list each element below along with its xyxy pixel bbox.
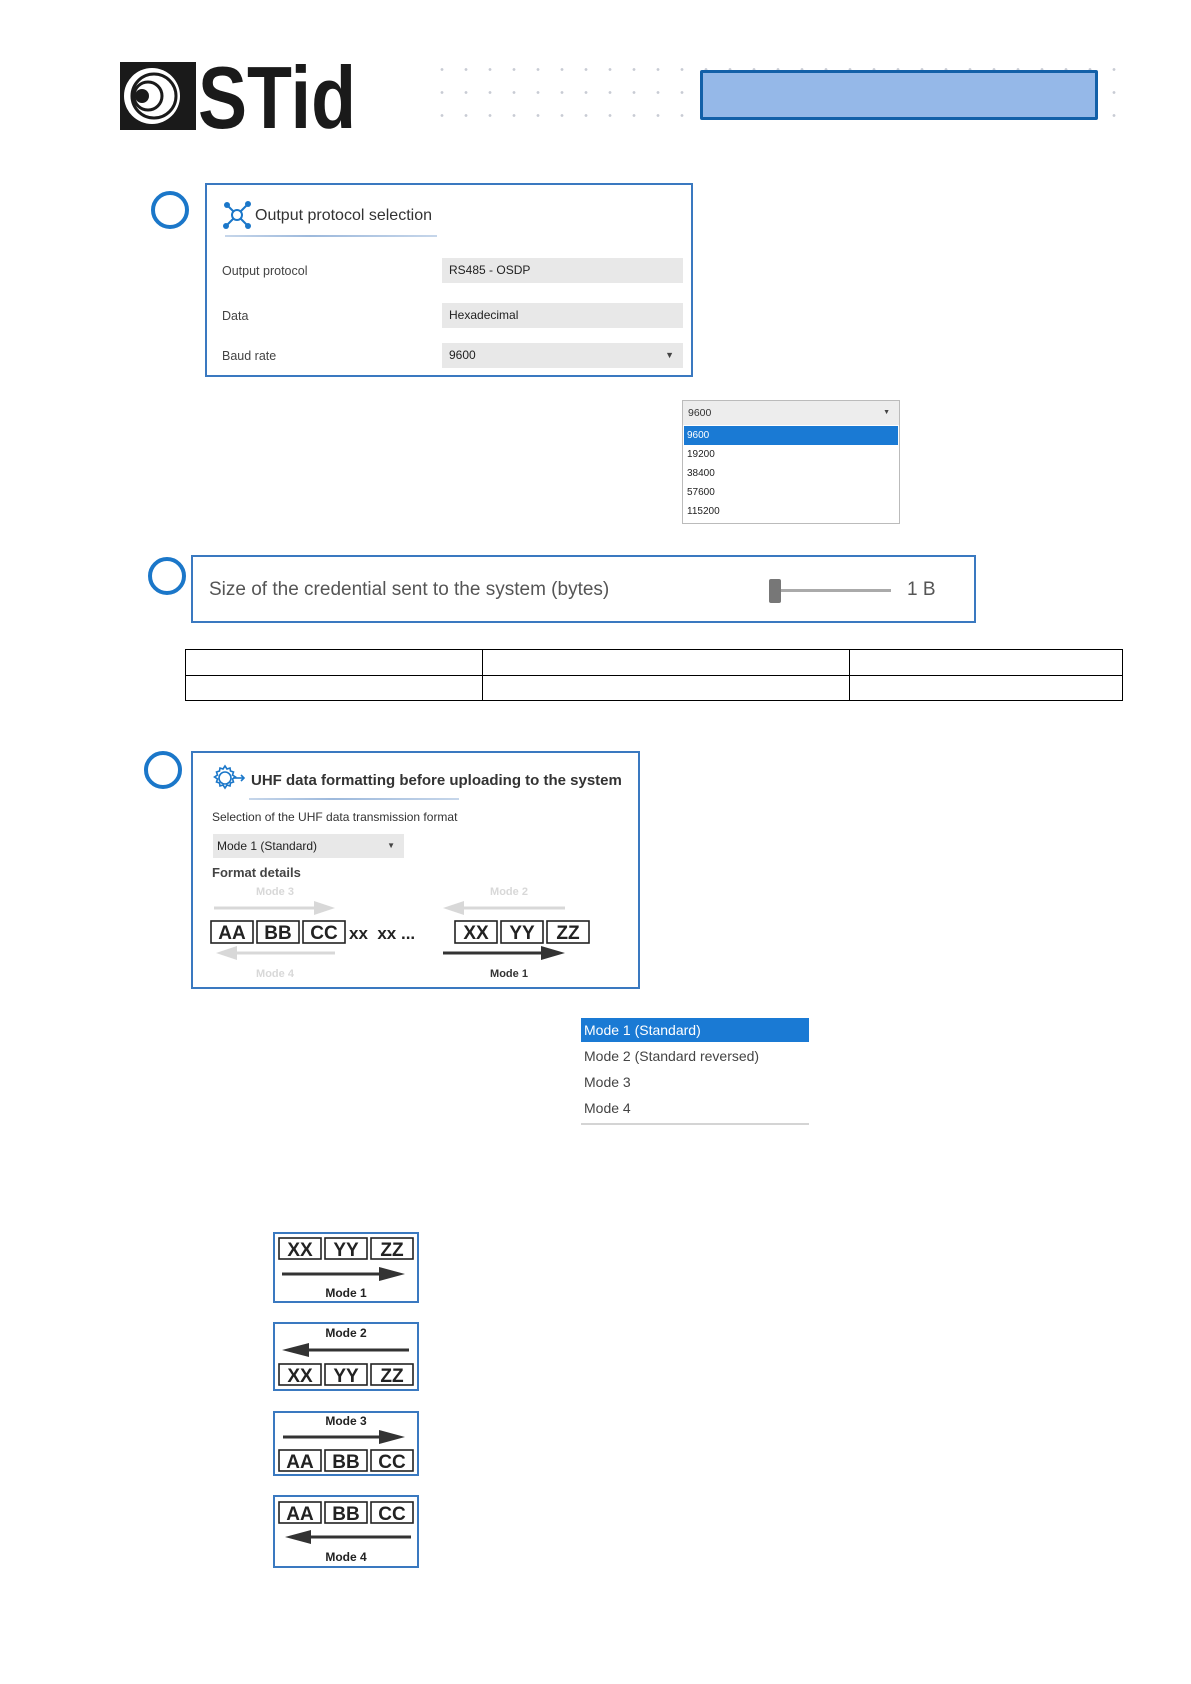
transmission-format-select[interactable] (213, 834, 404, 858)
title-underline (225, 235, 437, 237)
mode4-byte-3: CC (378, 1504, 406, 1525)
mode2-label: Mode 2 (325, 1326, 367, 1340)
credential-size-label: Size of the credential sent to the system (bytes) (209, 579, 610, 600)
byte-bb: BB (264, 923, 292, 944)
step-marker-2 (148, 557, 186, 595)
baud-option-38400[interactable]: 38400 (687, 468, 715, 479)
mode-option-2[interactable]: Mode 2 (Standard reversed) (584, 1048, 760, 1064)
baud-rate-label: Baud rate (222, 349, 277, 363)
data-field[interactable] (442, 303, 683, 328)
chevron-down-icon: ▼ (665, 350, 674, 360)
mode4-byte-1: AA (286, 1504, 314, 1525)
empty-table (185, 649, 1123, 701)
mode1-byte-1: XX (287, 1240, 313, 1261)
mode2-byte-2: YY (333, 1366, 359, 1387)
size-slider-thumb[interactable] (769, 579, 781, 603)
credential-size-panel (191, 555, 976, 623)
baud-option-57600[interactable]: 57600 (687, 487, 715, 498)
title-underline (249, 798, 459, 800)
diagram-mode3-label: Mode 3 (256, 886, 294, 898)
data-label: Data (222, 309, 249, 323)
mode-option-4[interactable]: Mode 4 (584, 1100, 631, 1116)
mode4-arrow-head (216, 946, 237, 960)
step-marker-3 (144, 751, 182, 789)
mode4-box (273, 1495, 419, 1568)
stid-logo-icon (118, 48, 358, 147)
network-icon (221, 199, 253, 236)
mode2-byte-1: XX (287, 1366, 313, 1387)
panel-title: Output protocol selection (255, 207, 432, 224)
baud-option-19200[interactable]: 19200 (687, 449, 715, 460)
mode2-byte-3: ZZ (380, 1366, 404, 1387)
output-protocol-panel (205, 183, 693, 377)
table-cell (186, 650, 483, 676)
baud-rate-value: 9600 (449, 348, 476, 362)
mode1-byte-3: ZZ (380, 1240, 404, 1261)
dropdown-divider (581, 1123, 809, 1125)
chevron-down-icon: ▼ (387, 841, 395, 850)
mode3-box (273, 1411, 419, 1476)
byte-aa: AA (218, 923, 246, 944)
table-row (186, 650, 1123, 676)
baud-rate-select[interactable] (442, 343, 683, 368)
header-banner (700, 70, 1098, 120)
format-details-label: Format details (212, 865, 301, 880)
table-cell (483, 650, 850, 676)
mode2-box (273, 1322, 419, 1391)
mode3-diagram (275, 1413, 417, 1474)
mode-option-3[interactable]: Mode 3 (584, 1074, 631, 1090)
uhf-formatting-panel (191, 751, 640, 989)
mode4-diagram (275, 1497, 417, 1566)
byte-middle: xx xx ... (349, 924, 416, 943)
mode4-byte-2: BB (332, 1504, 360, 1525)
mode2-diagram (275, 1324, 417, 1389)
table-cell (186, 675, 483, 701)
table-row (186, 675, 1123, 701)
diagram-mode1-label: Mode 1 (490, 968, 528, 980)
mode1-arrow-head (541, 946, 565, 960)
size-slider-value: 1 B (907, 579, 936, 600)
step-marker-1 (151, 191, 189, 229)
mode3-byte-3: CC (378, 1452, 406, 1473)
baud-rate-dropdown-header[interactable] (683, 401, 899, 425)
table-cell (483, 675, 850, 701)
baud-option-9600[interactable]: 9600 (684, 426, 898, 445)
transmission-format-value: Mode 1 (Standard) (217, 839, 318, 853)
stid-logo (118, 48, 358, 147)
mode1-label: Mode 1 (325, 1286, 367, 1300)
mode3-byte-2: BB (332, 1452, 360, 1473)
size-slider-track[interactable] (779, 589, 891, 592)
baud-option-115200[interactable]: 115200 (687, 506, 720, 517)
mode3-label: Mode 3 (325, 1414, 367, 1428)
baud-rate-dropdown-value: 9600 (688, 407, 712, 419)
gear-icon (211, 763, 247, 798)
byte-xx: XX (463, 923, 489, 944)
table-cell (850, 675, 1123, 701)
uhf-mode-dropdown (581, 1018, 809, 1126)
output-protocol-value: RS485 - OSDP (449, 263, 531, 277)
byte-zz: ZZ (556, 923, 580, 944)
output-protocol-label: Output protocol (222, 264, 308, 278)
diagram-mode2-label: Mode 2 (490, 886, 528, 898)
byte-cc: CC (310, 923, 338, 944)
mode-option-1[interactable]: Mode 1 (Standard) (581, 1018, 809, 1042)
data-value: Hexadecimal (449, 308, 519, 322)
mode1-byte-2: YY (333, 1240, 359, 1261)
diagram-mode4-label: Mode 4 (256, 968, 294, 980)
mode1-box (273, 1232, 419, 1303)
mode1-diagram (275, 1234, 417, 1301)
svg-text:STid: STid (198, 48, 356, 147)
chevron-down-icon: ▼ (883, 409, 890, 416)
panel-title: UHF data formatting before uploading to the system (251, 772, 622, 789)
mode4-label: Mode 4 (325, 1550, 367, 1564)
mode2-arrow-head (443, 901, 464, 915)
table-cell (850, 650, 1123, 676)
baud-rate-dropdown (682, 400, 900, 524)
mode3-arrow-head (314, 901, 335, 915)
format-diagram (209, 881, 629, 985)
byte-yy: YY (509, 923, 535, 944)
transmission-format-label: Selection of the UHF data transmission format (212, 810, 458, 824)
mode3-byte-1: AA (286, 1452, 314, 1473)
output-protocol-field[interactable] (442, 258, 683, 283)
